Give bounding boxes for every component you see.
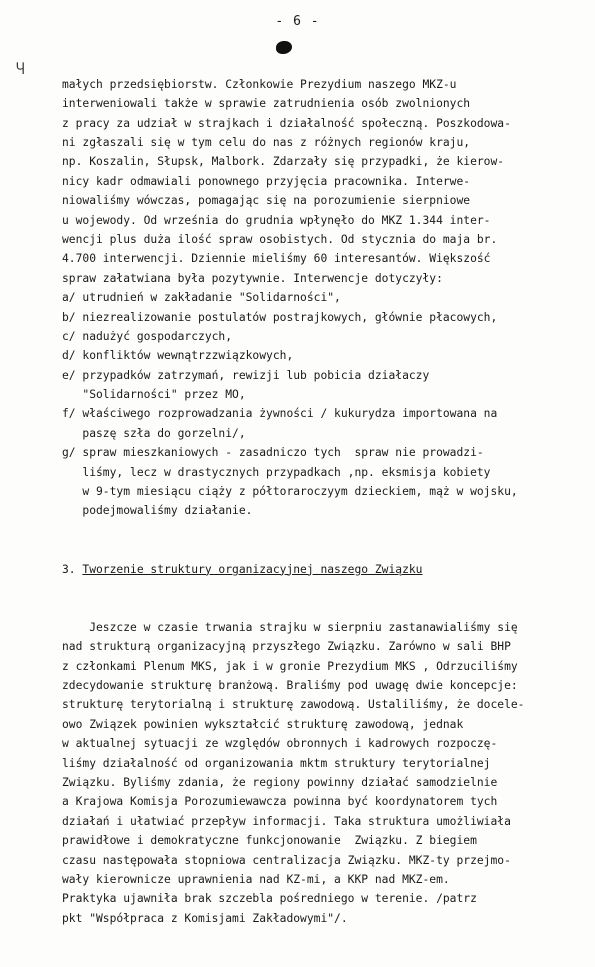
section-heading xyxy=(62,560,582,579)
margin-mark: Ⴗ xyxy=(16,62,25,78)
text-line: owo Związek powinien wykształcić strukturę zawodową, jednak xyxy=(62,717,464,731)
text-line: w 9-tym miesiącu ciąży z półtoraroczyym dzieckiem, mąż w wojsku, xyxy=(62,485,518,499)
text-line: e/ przypadków zatrzymań, rewizji lub pobicia działaczy xyxy=(62,368,430,382)
text-line: "Solidarności" przez MO, xyxy=(62,388,246,402)
text-line: strukturę terytorialną i strukturę zawodową. Ustaliliśmy, że docele- xyxy=(62,698,525,712)
text-line: a/ utrudnień w zakładanie "Solidarności", xyxy=(62,291,341,305)
text-line: liśmy, lecz w drastycznych przypadkach ,np. eksmisja kobiety xyxy=(62,465,491,479)
text-line: ni zgłaszali się w tym celu do nas z różnych regionów kraju, xyxy=(62,135,471,149)
text-line: c/ nadużyć gospodarczych, xyxy=(62,329,233,343)
text-line: z pracy za udział w strajkach i działalność społeczną. Poszkodowa- xyxy=(62,116,511,130)
paragraph-top xyxy=(62,75,582,521)
text-line: pkt "Współpraca z Komisjami Zakładowymi"/. xyxy=(62,911,348,925)
text-line: f/ właściwego rozprowadzania żywności / kukurydza importowana na xyxy=(62,407,498,421)
text-line: liśmy działalność od organizowania mktm struktury terytorialnej xyxy=(62,756,491,770)
text-line: spraw załatwiana była pozytywnie. Interwencje dotyczyły: xyxy=(62,271,443,285)
text-line: wencji plus duża ilość spraw osobistych. Od stycznia do maja br. xyxy=(62,232,498,246)
text-line: Praktyka ujawniła brak szczebla pośredniego w terenie. /patrz xyxy=(62,892,477,906)
text-line: 4.700 interwencji. Dziennie mieliśmy 60 interesantów. Większość xyxy=(62,252,491,266)
text-line: g/ spraw mieszkaniowych - zasadniczo tych spraw nie prowadzi- xyxy=(62,446,484,460)
text-line: u wojewody. Od września do grudnia wpłynęło do MKZ 1.344 inter- xyxy=(62,213,491,227)
paragraph-bottom xyxy=(62,618,582,928)
text-line: interweniowali także w sprawie zatrudnienia osób zwolnionych xyxy=(62,97,471,111)
text-line: a Krajowa Komisja Porozumiewawcza powinna być koordynatorem tych xyxy=(62,795,498,809)
text-line: Związku. Byliśmy zdania, że regiony powinny działać samodzielnie xyxy=(62,775,498,789)
text-line: nicy kadr odmawiali ponownego przyjęcia pracownika. Interwe- xyxy=(62,174,471,188)
text-line: b/ niezrealizowanie postulatów postrajkowych, głównie płacowych, xyxy=(62,310,498,324)
text-line: d/ konfliktów wewnątrzzwiązkowych, xyxy=(62,349,294,363)
text-line: nad strukturą organizacyjną przyszłego Związku. Zarówno w sali BHP xyxy=(62,640,511,654)
text-line: paszę szła do gorzelni/, xyxy=(62,426,246,440)
section-number: 3. xyxy=(62,562,83,576)
text-line: czasu następowała stopniowa centralizacja Związku. MKZ-ty przejmo- xyxy=(62,853,511,867)
text-line: prawidłowe i demokratyczne funkcjonowanie Związku. Z biegiem xyxy=(62,834,477,848)
text-line: z członkami Plenum MKS, jak i w gronie Prezydium MKS , Odrzuciliśmy xyxy=(62,659,518,673)
page-number: - 6 - xyxy=(275,14,320,29)
text-line: działań i ułatwiać przepływ informacji. Taka struktura umożliwiała xyxy=(62,814,511,828)
text-line: w aktualnej sytuacji ze względów obronnych i kadrowych rozpoczę- xyxy=(62,737,498,751)
text-line: np. Koszalin, Słupsk, Malbork. Zdarzały się przypadki, że kierow- xyxy=(62,155,505,169)
body-text xyxy=(62,36,582,967)
text-line: zdecydowanie strukturę branżową. Braliśmy pod uwagę dwie koncepcje: xyxy=(62,678,518,692)
text-line: niowaliśmy wówczas, pomagając się na porozumienie sierpniowe xyxy=(62,194,471,208)
text-line: podejmowaliśmy działanie. xyxy=(62,504,253,518)
text-line: wały kierownicze uprawnienia nad KZ-mi, a KKP nad MKZ-em. xyxy=(62,872,450,886)
section-title: Tworzenie struktury organizacyjnej naszego Związku xyxy=(82,562,423,576)
text-line: małych przedsiębiorstw. Członkowie Prezydium naszego MKZ-u xyxy=(62,77,457,91)
text-line: Jeszcze w czasie trwania strajku w sierpniu zastanawialiśmy się xyxy=(62,620,518,634)
